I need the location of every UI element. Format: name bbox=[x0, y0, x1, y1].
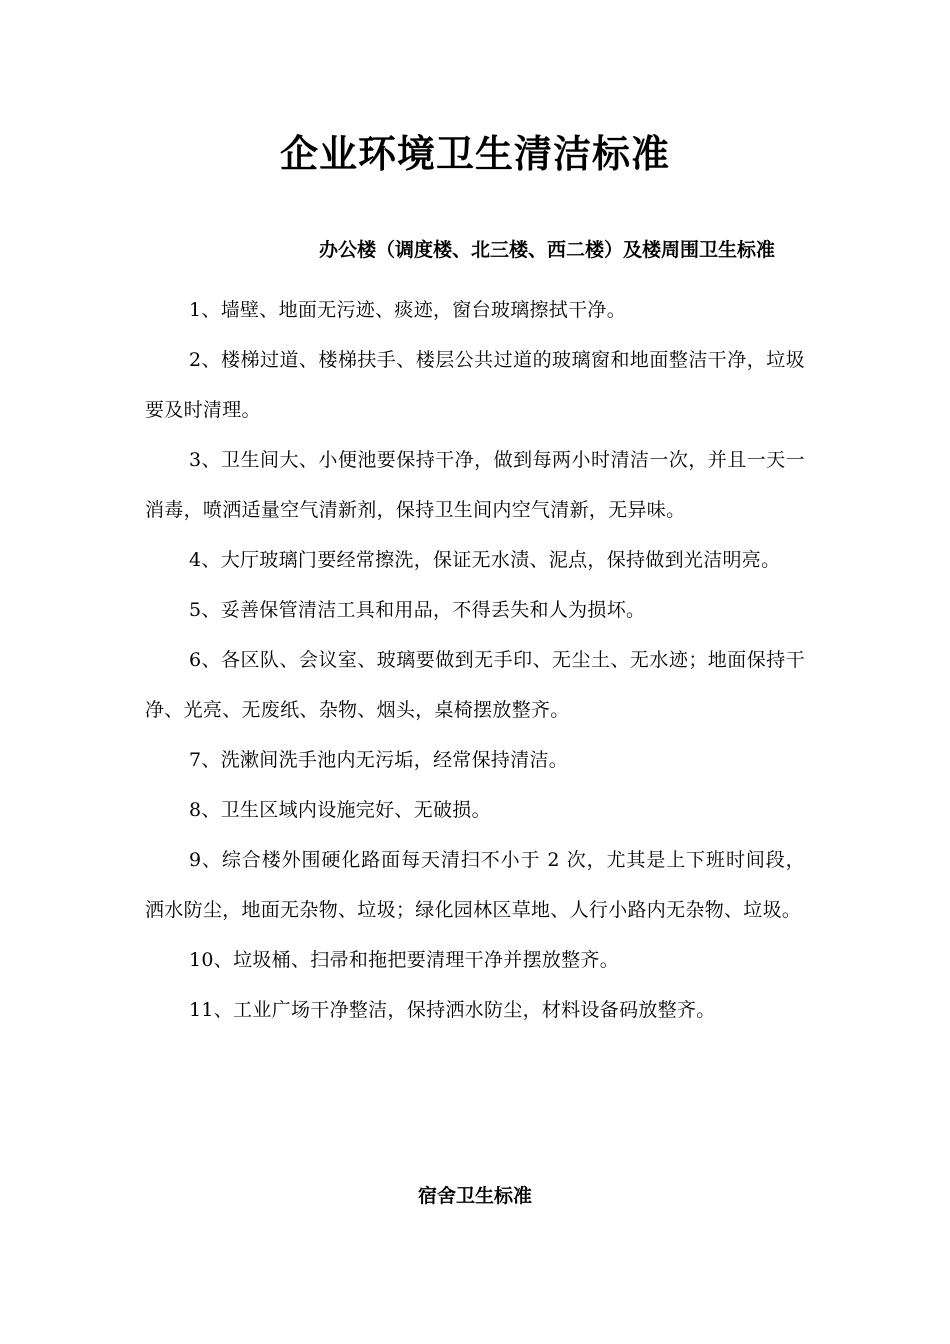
list-item: 4、大厅玻璃门要经常擦洗，保证无水渍、泥点，保持做到光洁明亮。 bbox=[189, 549, 781, 571]
document-title: 企业环境卫生清洁标准 bbox=[279, 131, 670, 176]
list-item: 6、各区队、会议室、玻璃要做到无手印、无尘土、无水迹；地面保持干净、光亮、无废纸、杂物、烟头，桌椅摆放整齐。 bbox=[145, 649, 805, 721]
list-item: 2、楼梯过道、楼梯扶手、楼层公共过道的玻璃窗和地面整洁干净，垃圾要及时清理。 bbox=[145, 349, 805, 421]
list-item: 3、卫生间大、小便池要保持干净，做到每两小时清洁一次，并且一天一消毒，喷洒适量空气清新剂，保持卫生间内空气清新，无异味。 bbox=[145, 449, 805, 521]
list-item: 7、洗漱间洗手池内无污垢，经常保持清洁。 bbox=[189, 749, 569, 771]
list-item: 8、卫生区域内设施完好、无破损。 bbox=[189, 799, 491, 821]
list-item: 9、综合楼外围硬化路面每天清扫不小于 2 次，尤其是上下班时间段，洒水防尘，地面无杂物、垃圾；绿化园林区草地、人行小路内无杂物、垃圾。 bbox=[145, 849, 805, 921]
section-heading-office: 办公楼（调度楼、北三楼、西二楼）及楼周围卫生标准 bbox=[318, 239, 775, 261]
list-item: 5、妥善保管清洁工具和用品，不得丢失和人为损坏。 bbox=[189, 599, 646, 621]
list-item: 11、工业广场干净整洁，保持洒水防尘，材料设备码放整齐。 bbox=[189, 999, 716, 1021]
list-item: 10、垃圾桶、扫帚和拖把要清理干净并摆放整齐。 bbox=[189, 949, 620, 971]
office-standards-list bbox=[145, 285, 805, 1035]
section-heading-dormitory: 宿舍卫生标准 bbox=[417, 1185, 532, 1207]
list-item: 1、墙壁、地面无污迹、痰迹，窗台玻璃擦拭干净。 bbox=[189, 299, 626, 321]
